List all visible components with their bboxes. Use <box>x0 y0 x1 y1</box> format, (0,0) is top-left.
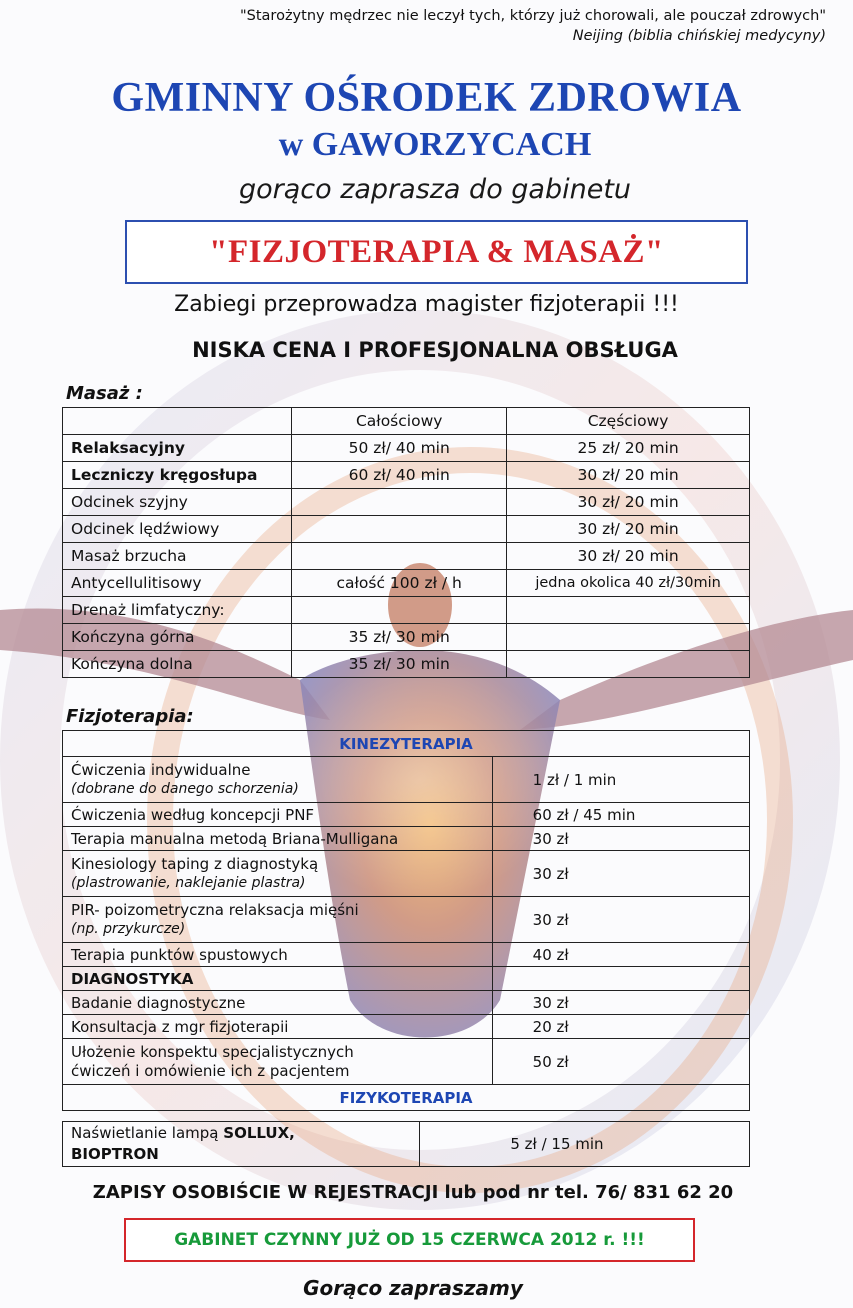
registration-info: ZAPISY OSOBIŚCIE W REJESTRACJI lub pod nr tel. 76/ 831 62 20 <box>92 1182 734 1203</box>
category-row <box>63 967 750 991</box>
price-partial: 30 zł/ 20 min <box>507 489 750 516</box>
service-main-text-2: ćwiczeń i omówienie ich z pacjentem <box>71 1061 350 1080</box>
diagnostyka-header: DIAGNOSTYKA <box>63 967 493 991</box>
table-row <box>63 651 750 678</box>
service-price: 30 zł <box>492 827 749 851</box>
service-bold: SOLLUX, <box>223 1124 295 1142</box>
price-full: całość 100 zł / h <box>292 570 507 597</box>
service-price: 30 zł <box>492 897 749 943</box>
price-partial: 30 zł/ 20 min <box>507 516 750 543</box>
table-row <box>63 897 750 943</box>
table-row <box>63 1122 750 1167</box>
quote-block <box>0 6 826 46</box>
service-main-text: PIR- poizometryczna relaksacja mięśni <box>71 901 359 919</box>
price-full: 60 zł/ 40 min <box>292 462 507 489</box>
slogan: NISKA CENA I PROFESJONALNA OBSŁUGA <box>192 338 678 362</box>
service-main-text: Ułożenie konspektu specjalistycznych <box>71 1042 354 1061</box>
fizjoterapia-section-label: Fizjoterapia: <box>66 706 194 727</box>
price-full: 35 zł/ 30 min <box>292 651 507 678</box>
table-row <box>63 757 750 803</box>
price-full <box>292 489 507 516</box>
location-subtitle: w GAWORZYCACH <box>278 126 592 163</box>
price-partial: jedna okolica 40 zł/30min <box>507 570 750 597</box>
price-full: 50 zł/ 40 min <box>292 435 507 462</box>
table-row <box>63 851 750 897</box>
table-row <box>63 827 750 851</box>
empty-cell <box>492 967 749 991</box>
service-price: 30 zł <box>492 851 749 897</box>
service-name: Odcinek szyjny <box>63 489 292 516</box>
closing-text: Gorąco zapraszamy <box>303 1276 523 1300</box>
price-partial: 30 zł/ 20 min <box>507 462 750 489</box>
masaz-price-table <box>62 407 750 678</box>
table-row <box>63 991 750 1015</box>
price-full <box>292 516 507 543</box>
table-row <box>63 462 750 489</box>
service-price: 1 zł / 1 min <box>492 757 749 803</box>
price-full: 35 zł/ 30 min <box>292 624 507 651</box>
service-prefix: Naświetlanie lampą <box>71 1124 224 1142</box>
service-sub-text: (np. przykurcze) <box>71 921 186 937</box>
service-name: Antycellulitisowy <box>63 570 292 597</box>
masaz-section-label: Masaż : <box>66 383 143 404</box>
service-name: Terapia punktów spustowych <box>63 943 493 967</box>
service-name: Odcinek lędźwiowy <box>63 516 292 543</box>
service-name: Leczniczy kręgosłupa <box>63 462 292 489</box>
service-price: 30 zł <box>492 991 749 1015</box>
table-row <box>63 803 750 827</box>
service-main-text-2: BIOPTRON <box>71 1145 159 1163</box>
service-name: Kończyna dolna <box>63 651 292 678</box>
fizykoterapia-price-table <box>62 1121 750 1167</box>
service-main-text <box>71 1123 411 1144</box>
price-partial <box>507 597 750 624</box>
service-sub-text: (dobrane do danego schorzenia) <box>71 781 299 797</box>
service-name <box>63 757 493 803</box>
price-full <box>292 597 507 624</box>
table-row <box>63 943 750 967</box>
service-name: Ćwiczenia według koncepcji PNF <box>63 803 493 827</box>
table-row <box>63 570 750 597</box>
kinezyterapia-header: KINEZYTERAPIA <box>63 731 750 757</box>
tagline: Zabiegi przeprowadza magister fizjoterapii !!! <box>174 292 679 317</box>
category-row <box>63 1085 750 1111</box>
service-name <box>63 1039 493 1085</box>
table-header-cell: Częściowy <box>507 408 750 435</box>
table-row <box>63 1015 750 1039</box>
table-row <box>63 597 750 624</box>
price-partial <box>507 624 750 651</box>
table-row <box>63 435 750 462</box>
service-price: 20 zł <box>492 1015 749 1039</box>
opening-date-box: GABINET CZYNNY JUŻ OD 15 CZERWCA 2012 r. !!! <box>124 1218 695 1262</box>
service-name: Kończyna górna <box>63 624 292 651</box>
table-header-cell: Całościowy <box>292 408 507 435</box>
service-name: Badanie diagnostyczne <box>63 991 493 1015</box>
table-row <box>63 516 750 543</box>
price-partial: 30 zł/ 20 min <box>507 543 750 570</box>
service-name: Masaż brzucha <box>63 543 292 570</box>
page-title: GMINNY OŚRODEK ZDROWIA <box>111 75 742 121</box>
quote-text: "Starożytny mędrzec nie leczył tych, którzy już chorowali, ale pouczał zdrowych" <box>239 8 826 24</box>
service-name: Relaksacyjny <box>63 435 292 462</box>
fizykoterapia-header: FIZYKOTERAPIA <box>63 1085 750 1111</box>
price-partial: 25 zł/ 20 min <box>507 435 750 462</box>
service-name <box>63 1122 420 1167</box>
category-row <box>63 731 750 757</box>
invite-text: gorąco zaprasza do gabinetu <box>238 174 632 205</box>
price-full <box>292 543 507 570</box>
service-name: Terapia manualna metodą Briana-Mulligana <box>63 827 493 851</box>
service-name: Konsultacja z mgr fizjoterapii <box>63 1015 493 1039</box>
table-row <box>63 1039 750 1085</box>
service-main-text: Kinesiology taping z diagnostyką <box>71 855 319 873</box>
service-price: 60 zł / 45 min <box>492 803 749 827</box>
price-partial <box>507 651 750 678</box>
service-name: Drenaż limfatyczny: <box>63 597 292 624</box>
table-row <box>63 543 750 570</box>
service-price: 40 zł <box>492 943 749 967</box>
service-price: 5 zł / 15 min <box>420 1122 750 1167</box>
table-header-cell <box>63 408 292 435</box>
service-sub-text: (plastrowanie, naklejanie plastra) <box>71 875 306 891</box>
fizjoterapia-price-table <box>62 730 750 1111</box>
service-name <box>63 897 493 943</box>
table-header-row <box>63 408 750 435</box>
service-main-text: Ćwiczenia indywidualne <box>71 761 251 779</box>
table-row <box>63 624 750 651</box>
service-name <box>63 851 493 897</box>
service-price: 50 zł <box>492 1039 749 1085</box>
quote-source: Neijing (biblia chińskiej medycyny) <box>572 28 826 44</box>
table-row <box>63 489 750 516</box>
clinic-name-box: "FIZJOTERAPIA & MASAŻ" <box>125 220 748 284</box>
